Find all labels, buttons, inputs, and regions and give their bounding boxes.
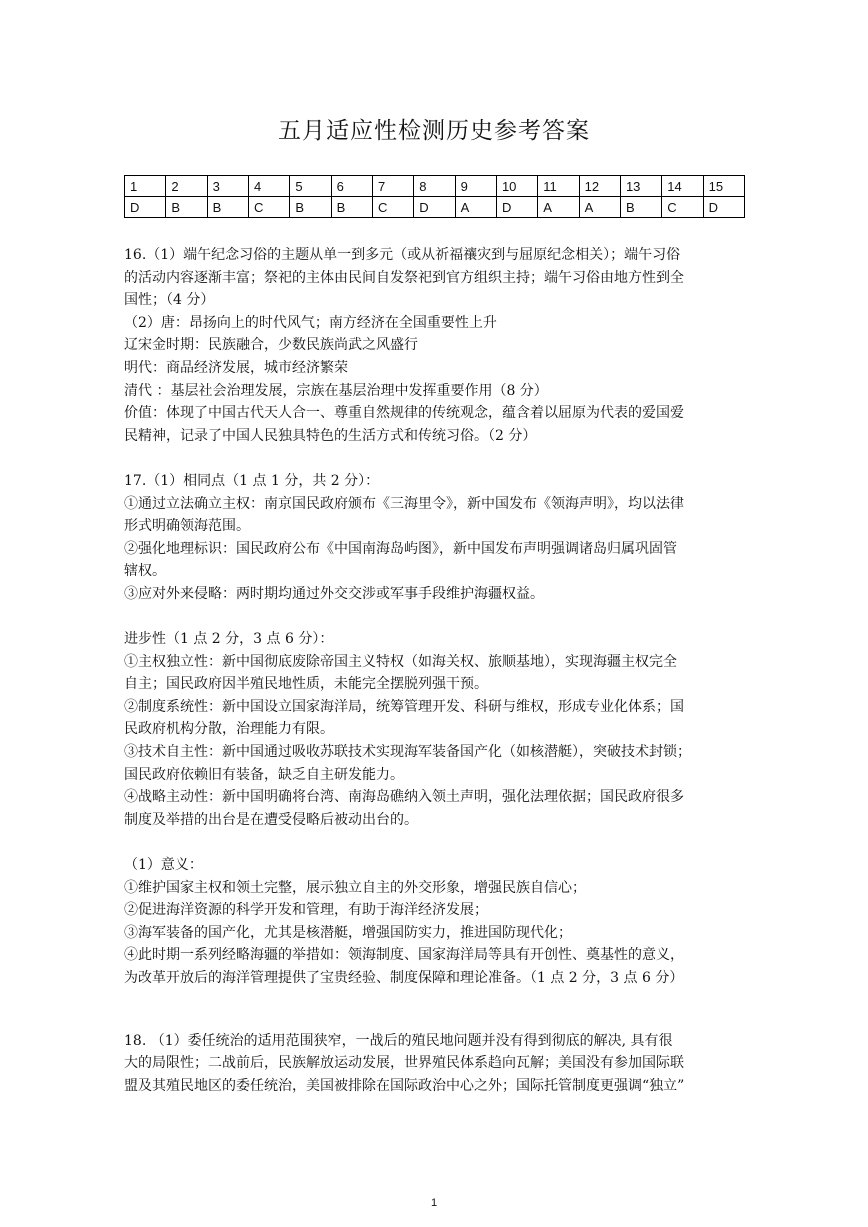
text-line: ②制度系统性：新中国设立国家海洋局，统筹管理开发、科研与维权，形成专业化体系；国 <box>124 698 684 715</box>
text-line: 的活动内容逐渐丰富；祭祀的主体由民间自发祭祀到官方组织主持；端午习俗由地方性到全 <box>124 269 684 286</box>
question-number-cell: 4 <box>248 176 289 197</box>
text-line: ①主权独立性：新中国彻底废除帝国主义特权（如海关权、旅顺基地），实现海疆主权完全 <box>124 653 677 670</box>
text-line: 盟及其殖民地区的委任统治，美国被排除在国际政治中心之外；国际托管制度更强调“独立” <box>124 1077 685 1094</box>
text-line: 进步性（1 点 2 分，3 点 6 分）： <box>124 631 334 648</box>
question-number-cell: 6 <box>331 176 372 197</box>
text-line: ③技术自主性：新中国通过吸收苏联技术实现海军装备国产化（如核潜艇），突破技术封锁； <box>124 744 691 761</box>
question-number-cell: 2 <box>166 176 207 197</box>
answer-cell: A <box>455 197 496 218</box>
page-number: 1 <box>430 1197 438 1209</box>
question-number-cell: 15 <box>703 176 744 197</box>
question-number-row <box>125 176 745 197</box>
answer-cell: C <box>372 197 413 218</box>
text-line: ②促进海洋资源的科学开发和管理，有助于海洋经济发展； <box>124 902 488 919</box>
text-line: ②强化地理标识：国民政府公布《中国南海岛屿图》，新中国发布声明强调诸岛归属巩固管 <box>124 540 677 557</box>
text-line: 辖权。 <box>124 563 166 580</box>
text-line: 大的局限性；二战前后，民族解放运动发展，世界殖民体系趋向瓦解；美国没有参加国际联 <box>124 1055 684 1072</box>
question-16-section <box>124 244 746 447</box>
text-line: 国民政府依赖旧有装备，缺乏自主研发能力。 <box>124 766 404 783</box>
text-line: 为改革开放后的海洋管理提供了宝贵经验、制度保障和理论准备。（1 点 2 分，3 点 6 分） <box>124 970 684 986</box>
answer-cell: B <box>331 197 372 218</box>
answer-cell: A <box>579 197 620 218</box>
question-17-progress <box>124 628 746 831</box>
page-title: 五月适应性检测历史参考答案 <box>278 118 590 144</box>
text-line: 17.（1）相同点（1 点 1 分，共 2 分）： <box>124 472 380 489</box>
question-17-similarities <box>124 470 746 606</box>
text-line: 民政府机构分散，治理能力有限。 <box>124 721 334 738</box>
question-number-cell: 11 <box>538 176 579 197</box>
text-line: ④此时期一系列经略海疆的举措如：领海制度、国家海洋局等具有开创性、奠基性的意义， <box>124 947 684 964</box>
answer-cell: B <box>166 197 207 218</box>
question-number-cell: 7 <box>372 176 413 197</box>
text-line: 自主；国民政府因半殖民地性质，未能完全摆脱列强干预。 <box>124 676 488 693</box>
answer-cell: D <box>414 197 455 218</box>
answer-table <box>124 175 745 218</box>
text-line: 清代 ：基层社会治理发展，宗族在基层治理中发挥重要作用（8 分） <box>124 382 548 399</box>
answer-cell: B <box>620 197 661 218</box>
text-line: ④战略主动性：新中国明确将台湾、南海岛礁纳入领土声明，强化法理依据；国民政府很多 <box>124 789 684 806</box>
text-line: 价值：体现了中国古代天人合一、尊重自然规律的传统观念，蕴含着以屈原为代表的爱国爱 <box>124 405 684 422</box>
text-line: 制度及举措的出台是在遭受侵略后被动出台的。 <box>124 811 418 828</box>
text-line: ③海军装备的国产化，尤其是核潜艇，增强国防实力，推进国防现代化； <box>124 924 572 941</box>
question-number-cell: 1 <box>125 176 166 197</box>
question-18-section <box>124 1030 746 1098</box>
answer-cell: C <box>248 197 289 218</box>
answer-cell: A <box>538 197 579 218</box>
text-line: （2）唐：昂扬向上的时代风气；南方经济在全国重要性上升 <box>124 314 497 331</box>
answer-body <box>124 244 746 1097</box>
text-line: 16.（1）端午纪念习俗的主题从单一到多元（或从祈福禳灾到与屈原纪念相关）；端午习俗 <box>124 247 681 263</box>
answer-row <box>125 197 745 218</box>
text-line: ①维护国家主权和领土完整，展示独立自主的外交形象，增强民族自信心； <box>124 879 586 896</box>
question-number-cell: 8 <box>414 176 455 197</box>
text-line: 国性；（4 分） <box>124 292 215 309</box>
question-number-cell: 14 <box>662 176 703 197</box>
text-line: 民精神，记录了中国人民独具特色的生活方式和传统习俗。（2 分） <box>124 427 537 444</box>
question-number-cell: 12 <box>579 176 620 197</box>
text-line: 辽宋金时期：民族融合，少数民族尚武之风盛行 <box>124 337 418 354</box>
answer-cell: D <box>703 197 744 218</box>
answer-cell: D <box>496 197 537 218</box>
text-line: 18. （1）委任统治的适用范围狭窄，一战后的殖民地问题并没有得到彻底的解决, 具有很 <box>124 1032 673 1049</box>
answer-cell: D <box>125 197 166 218</box>
text-line: ③应对外来侵略：两时期均通过外交交涉或军事手段维护海疆权益。 <box>124 585 544 602</box>
text-line: ①通过立法确立主权：南京国民政府颁布《三海里令》，新中国发布《领海声明》，均以法律 <box>124 495 684 512</box>
text-line: 明代：商品经济发展，城市经济繁荣 <box>124 359 348 376</box>
question-number-cell: 5 <box>290 176 331 197</box>
question-number-cell: 10 <box>496 176 537 197</box>
text-line: 形式明确领海范围。 <box>124 518 250 535</box>
answer-cell: B <box>207 197 248 218</box>
question-17-significance <box>124 854 746 990</box>
answer-cell: C <box>662 197 703 218</box>
text-line: （1）意义： <box>124 857 203 874</box>
question-number-cell: 13 <box>620 176 661 197</box>
answer-cell: B <box>290 197 331 218</box>
question-number-cell: 9 <box>455 176 496 197</box>
question-number-cell: 3 <box>207 176 248 197</box>
